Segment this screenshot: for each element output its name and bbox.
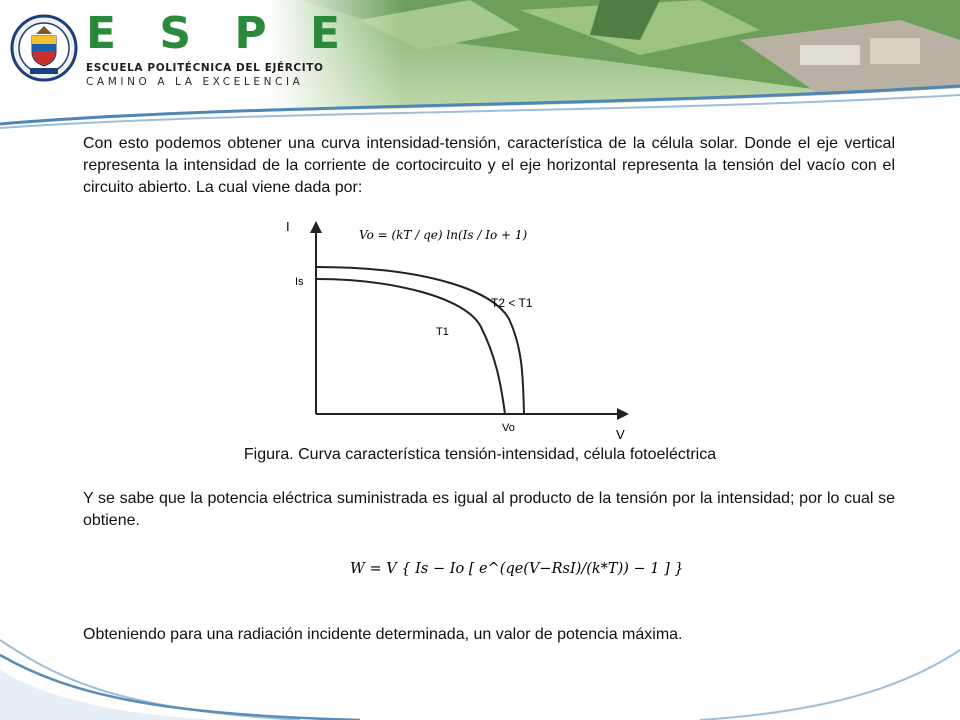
x-axis-label: V [616, 427, 625, 442]
curve-t1-label: T1 [436, 326, 449, 338]
paragraph-power: Y se sabe que la potencia eléctrica suministrada es igual al producto de la tensión por la intensidad; por lo cual se obtiene. [83, 490, 895, 529]
figure-caption: Figura. Curva característica tensión-intensidad, célula fotoeléctrica [243, 446, 717, 463]
curve-t2-label: T2 < T1 [491, 296, 533, 310]
iv-curve-figure [281, 209, 633, 443]
power-formula-text: W = V { Is − Io [ e^(qe(V−RsI)/(k*T)) − 1 ] } [350, 561, 684, 577]
y-axis-label: I [286, 219, 290, 234]
institution-name: ESCUELA POLITÉCNICA DEL EJÉRCITO [86, 62, 324, 74]
header-banner [0, 0, 960, 130]
brand-block [86, 10, 354, 88]
is-label: Is [295, 276, 304, 288]
institution-motto: CAMINO A LA EXCELENCIA [86, 76, 304, 88]
paragraph-iv-curve: Con esto podemos obtener una curva intensidad-tensión, característica de la célula solar. Donde el eje vertical representa la intensidad de la corriente de cortocircuito y el eje horizontal representa la tensión del vacío con el circuito abierto. La cual viene dada por: [83, 135, 895, 196]
formula-vo: Vo = (kT / qe) ln(Is / Io + 1) [359, 228, 528, 242]
vo-label: Vo [502, 422, 515, 434]
paragraph-max-power: Obteniendo para una radiación incidente determinada, un valor de potencia máxima. [83, 626, 683, 643]
espe-seal-logo [10, 14, 78, 82]
power-formula [346, 541, 684, 593]
brand-logo-letters: E S P E [86, 8, 355, 59]
